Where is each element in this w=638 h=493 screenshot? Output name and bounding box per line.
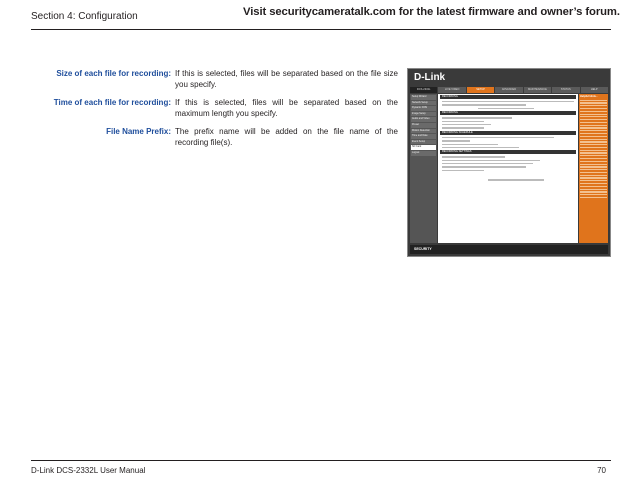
sidebar-item: Logout <box>411 151 436 156</box>
tab-live-video: LIVE VIDEO <box>438 87 465 93</box>
definition-term: Size of each file for recording: <box>56 69 171 78</box>
definition-list <box>20 68 400 155</box>
sidebar-item: Network Setup <box>411 101 436 106</box>
sidebar-item: Dynamic DNS <box>411 106 436 111</box>
screenshot-main <box>438 94 578 243</box>
visit-banner: Visit securitycameratalk.com for the latest firmware and owner’s forum. <box>243 6 620 18</box>
page-number: 70 <box>597 466 606 475</box>
definition-row <box>20 97 400 119</box>
section-bar: RECORDING SETTINGS <box>440 150 576 154</box>
tab-help: HELP <box>581 87 608 93</box>
screenshot-tabs <box>410 87 608 93</box>
sidebar-item: Time and Date <box>411 134 436 139</box>
definition-row <box>20 126 400 148</box>
sidebar-item: Image Setup <box>411 112 436 117</box>
tab-advanced: ADVANCED <box>495 87 522 93</box>
sidebar-item: Setup Wizard <box>411 95 436 100</box>
definition-term: Time of each file for recording: <box>53 98 171 107</box>
definition-desc: The prefix name will be added on the file name of the recording file(s). <box>175 127 398 147</box>
definition-desc: If this is selected, files will be separated based on the file size you specify. <box>175 69 398 89</box>
definition-desc: If this is selected, files will be separated based on the maximum length you specify. <box>175 98 398 118</box>
definition-term: File Name Prefix: <box>106 127 171 136</box>
header-divider <box>31 29 611 30</box>
section-title: Section 4: Configuration <box>31 11 138 22</box>
help-title: Helpful Hints.. <box>580 95 598 98</box>
sidebar-item: Audio and Video <box>411 117 436 122</box>
sidebar-item: Event Setup <box>411 140 436 145</box>
screenshot-footer: SECURITY <box>410 245 608 254</box>
section-bar: RECORDING <box>440 111 576 115</box>
sidebar-item-sd-card: SD Card <box>411 145 436 150</box>
tab-setup: SETUP <box>467 87 494 93</box>
tab-maintenance: MAINTENANCE <box>524 87 551 93</box>
settings-screenshot <box>407 68 611 257</box>
section-bar: RECORDING <box>440 95 576 99</box>
sidebar-item: Preset <box>411 123 436 128</box>
tab-status: STATUS <box>552 87 579 93</box>
dlink-logo: D-Link <box>414 72 446 83</box>
section-bar: RECORDING SCHEDULE <box>440 131 576 135</box>
help-panel <box>579 94 608 243</box>
definition-row <box>20 68 400 90</box>
tab-model: DCS-2332L <box>410 87 437 93</box>
screenshot-sidebar <box>410 94 437 243</box>
footer-divider <box>31 460 611 461</box>
manual-title: D-Link DCS-2332L User Manual <box>31 466 146 475</box>
sidebar-item: Motion Detection <box>411 129 436 134</box>
